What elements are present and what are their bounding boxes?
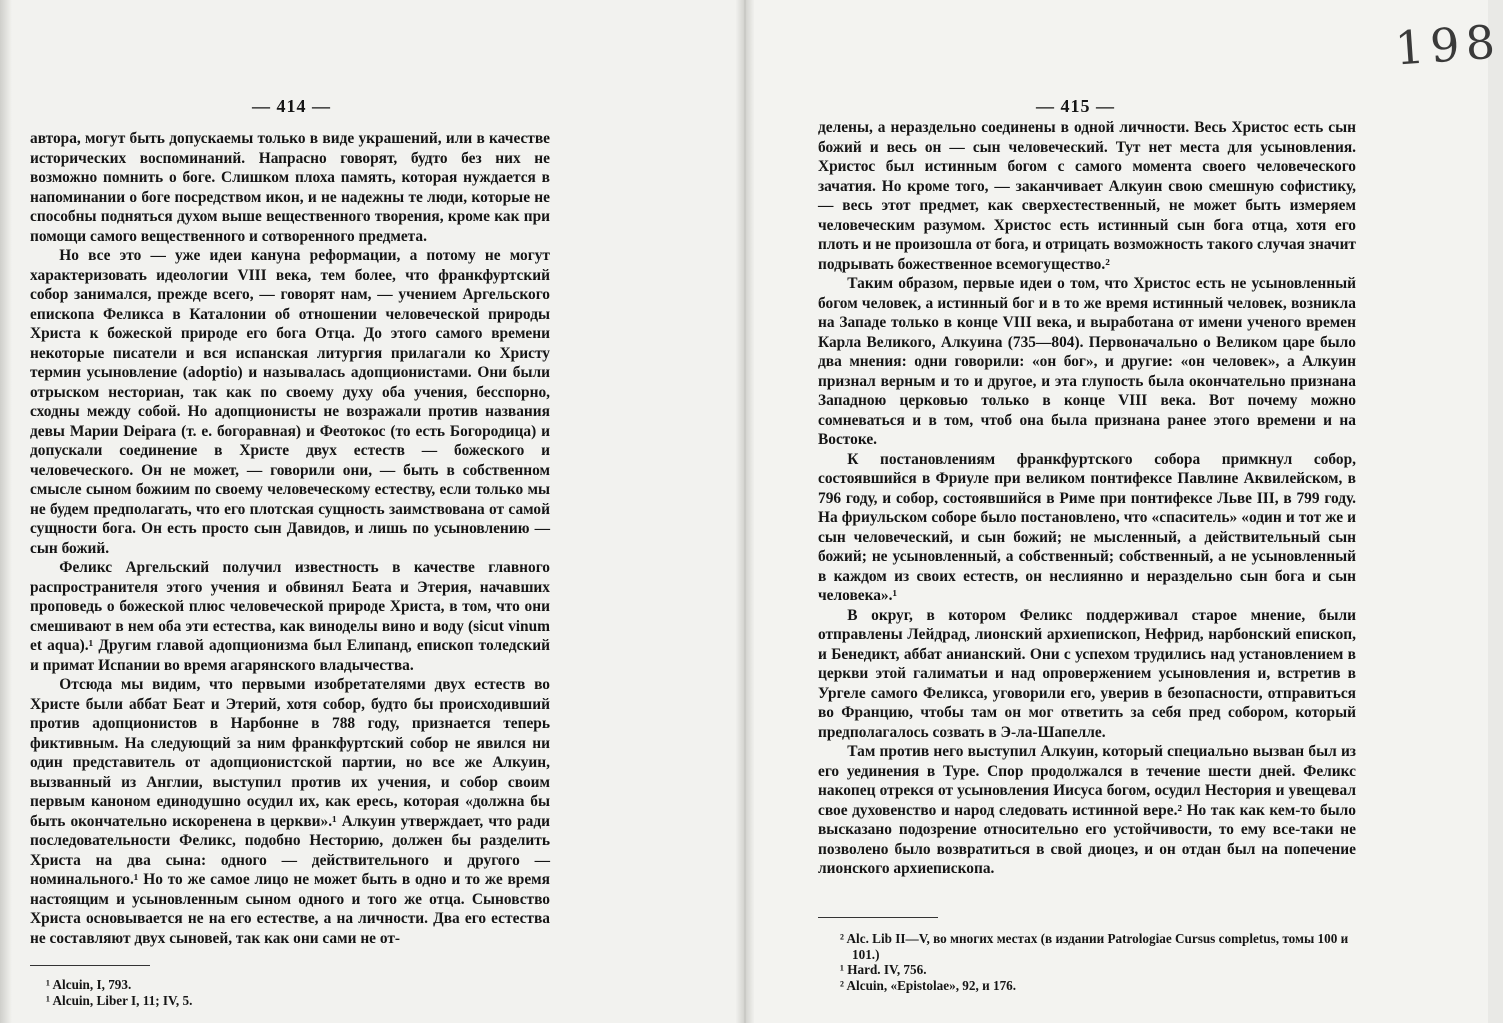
paragraph: делены, а нераздельно соединены в одной личности. Весь Христос есть сын божий и весь он — сын человеческий. Тут нет места для усыновления. Христос был истинным богом с самого момента своего человеческого зачатия. Но кроме того, — заканчивает Алкуин свою смешную софистику, — весь этот предмет, как сверхестественный, не может быть измеряем человеческим разумом. Христос есть истинный сын бога отца, хотя его плоть и не произошла от бога, и отрицать возможность такого случая значит подрывать божественное всемогущество.²: [818, 119, 1356, 273]
paragraph: Но все это — уже идеи кануна реформации, а потому не могут характеризовать идеологии VIII века, тем более, что франкфуртский собор занимался, прежде всего, — говорят нам, — учением Аргельского епископа Феликса в Каталонии об отношении человеческой природы Христа к божеской природе его бога Отца. До этого самого времени некоторые писатели и вся испанская литургия прилагали ко Христу термин усыновление (adoptio) и называлась адопционистами. Они были отрыском несториан, так как по своему духу оба учения, бесспорно, сходны между собой. Но адопционисты не возражали против названия девы Марии Deipara (т. е. богоравная) и Феотокос (то есть Богородица) и допускали соединение в Христе двух естеств — божеского и человеческого. Он не может, — говорили они, — быть в собственном смысле сыном божиим по своему человеческому естеству, если только мы не будем предполагать, что его плотская сущность заимствована от самой сущности бога. Он есть просто сын Давидов, и лишь по усыновлению — сын божий.: [30, 247, 550, 557]
page-edge-shadow: [0, 0, 12, 1023]
footnotes: [46, 977, 526, 1008]
footnote-rule: [818, 917, 938, 918]
footnote-rule: [30, 965, 150, 966]
footnote: ² Alc. Lib II—V, во многих местах (в издании Patrologiae Cursus completus, томы 100 и 101.): [840, 931, 1349, 962]
body-text: [818, 118, 1356, 879]
paragraph: Феликс Аргельский получил известность в качестве главного распространителя этого учения и обвинял Беата и Этерия, начавших проповедь о божеской плюс человеческой природе Христа, в том, что они смешивают в нем оба эти естества, как виноделы вино и воду (sicut vinum et aqua).¹ Другим главой адопционизма был Елипанд, епископ толедский и примат Испании во время агарянского владычества.: [30, 559, 550, 674]
footnote: ² Alcuin, «Epistolae», 92, и 176.: [840, 977, 1017, 993]
page-number: — 414 —: [252, 96, 331, 116]
paragraph: В округ, в котором Феликс поддерживал старое мнение, были отправлены Лейдрад, лионский архиепископ, Нефрид, нарбонский епископ, и Бенедикт, аббат анианский. Они с успехом трудились над установлением в церкви этой галиматьи и над опровержением усыновления и, встретив в Ургеле самого Феликса, уговорили его, уверив в безопасности, отправиться во Францию, чтобы там он мог ответить за себя пред собором, который предполагалось созвать в Э-ла-Шапелле.: [818, 606, 1356, 741]
paragraph: Отсюда мы видим, что первыми изобретателями двух естеств во Христе были аббат Беат и Этерий, хотя собор, будто бы происходивший против адопционистов в Нарбонне в 788 году, признается теперь фиктивным. На следующий за ним франкфуртский собор не явился ни один представитель от адопционистской партии, но все же Алкуин, вызванный из Англии, выступил против их учения, и собор своим первым каноном единодушно осудил их, как ересь, которая «должна бы быть окончательно искоренена в церкви».¹ Алкуин утверждает, что ради последовательности Феликс, подобно Несторию, должен бы разделить Христа на два сына: одного — действительного и другого — номинального.¹ Но то же самое лицо не может быть в одно и то же время настоящим и усыновленным сыном одного и того же отца. Сыновство Христа основывается не на его естестве, а на личности. Два его естества не составляют двух сыновей, так как они сами не от-: [30, 676, 550, 947]
left-page: [0, 0, 744, 1023]
footnote: ¹ Alcuin, I, 793.: [46, 977, 132, 992]
footnotes: [840, 931, 1360, 993]
footnote: ¹ Alcuin, Liber I, 11; IV, 5.: [46, 992, 193, 1008]
paragraph: К постановлениям франкфуртского собора примкнул собор, состоявшийся в Фриуле при великом понтифексе Павлине Аквилейском, в 796 году, и собор, состоявшийся в Риме при понтифексе Льве III, в 799 году. На фриульском соборе было постановлено, что «спаситель» «один и тот же и сын человеческий, и сын божий; не мысленный, а действительный сын божий; не усыновленный, а собственный; собственный, а не усыновленный в каждом из своих естеств, он неслиянно и нераздельно сын бога и сын человека».¹: [818, 450, 1356, 604]
book-gutter: [736, 0, 754, 1023]
footnote: ¹ Hard. IV, 756.: [840, 962, 927, 977]
paragraph: автора, могут быть допускаемы только в виде украшений, или в качестве исторических воспоминаний. Напрасно говорят, будто без них не возможно помнить о боге. Слишком плоха память, которая нуждается в напоминании о боге посредством икон, и не надежны те люди, которые не способны подняться духом выше вещественного творения, кроме как при помощи самого вещественного и сотворенного предмета.: [30, 130, 550, 245]
paragraph: Таким образом, первые идеи о том, что Христос есть не усыновленный богом человек, а истинный бог и в то же время истинный человек, возникла на Западе только в конце VIII века, и выработана от имени ученого времен Карла Великого, Алкуина (735—804). Первоначально о Великом царе было два мнения: одни говорили: «он бог», и другие: «он человек», а Алкуин признал верным и то и другое, и эта глупость была окончательно признана Западною церковью только в конце VIII века. Вот почему можно сомневаться и в том, чтоб она была признана ранее этого времени и на Востоке.: [818, 275, 1356, 448]
page-number: — 415 —: [1036, 96, 1115, 116]
body-text: [30, 129, 550, 948]
paragraph: Там против него выступил Алкуин, который специально вызван был из его уединения в Туре. Спор продолжался в течение шести дней. Феликс накопец отрекся от усыновления Иисуса богом, осудил Нестория и увещевал свое духовенство и народ следовать истинной вере.² Но так как кем-то было высказано подозрение относительно его устойчивости, то ему все-таки не позволено было возвратиться в свой диоцез, и он отдан был на попечение лионского архиепископа.: [818, 743, 1356, 877]
right-page: [744, 0, 1488, 1023]
handwritten-page-mark: 198: [1393, 14, 1503, 76]
